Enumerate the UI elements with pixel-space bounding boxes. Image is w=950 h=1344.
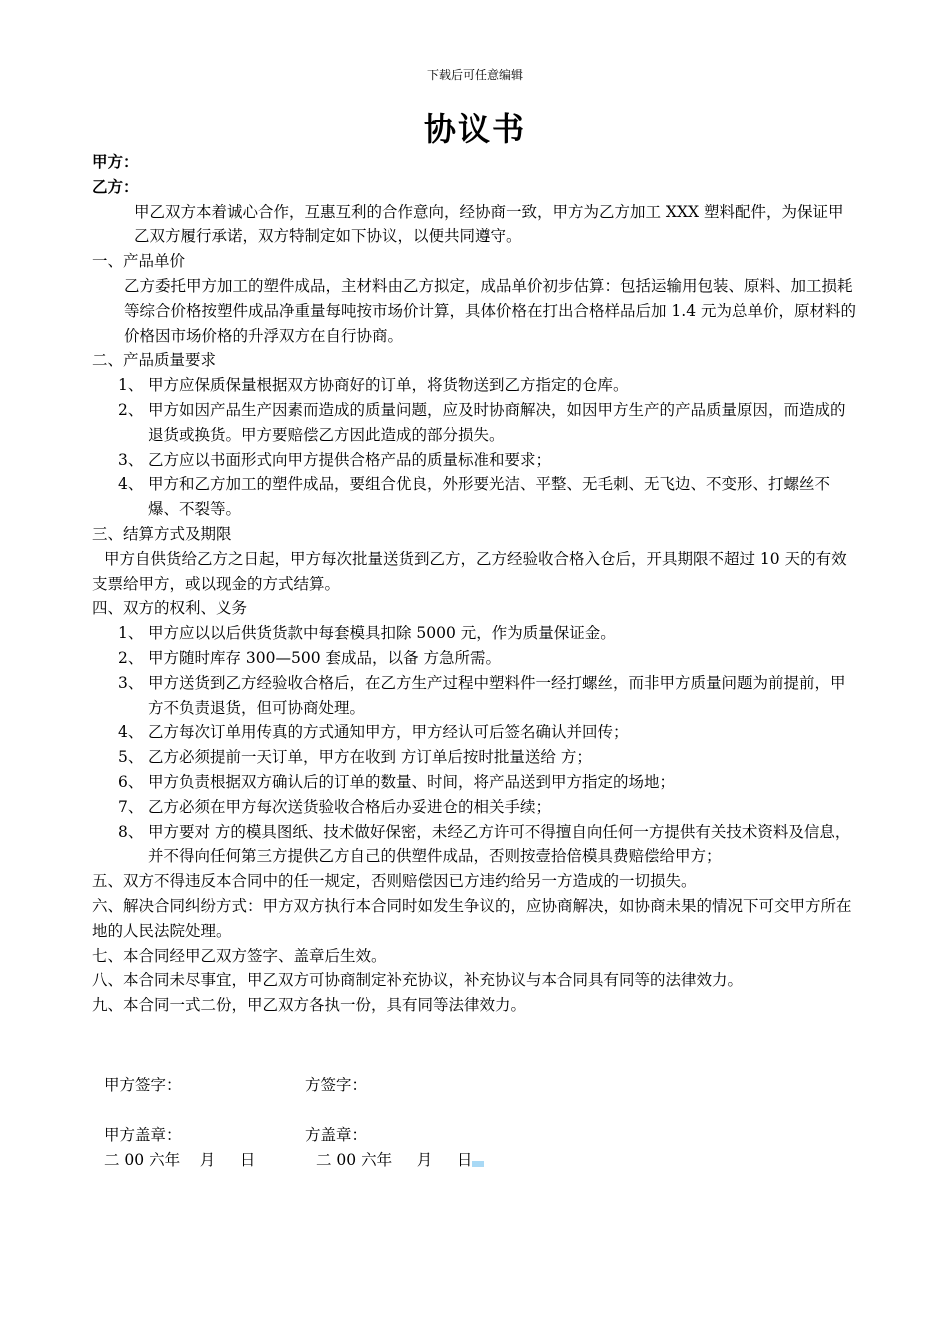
- section-2-heading: 二、产品质量要求: [92, 351, 217, 370]
- item-text: 乙方每次订单用传真的方式通知甲方，甲方经认可后签名确认并回传；: [148, 723, 629, 742]
- text-cursor-highlight: [472, 1161, 484, 1167]
- item-number: 8、: [118, 822, 144, 841]
- party-b-date-line: [316, 1148, 484, 1170]
- item-text: 乙方必须在甲方每次送货验收合格后办妥进仓的相关手续；: [148, 797, 552, 816]
- item-text: 甲方要对 方的模具图纸、技术做好保密，未经乙方许可不得擅自向任何一方提供有关技术资料及信息，并不得向任何第三方提供乙方自己的供塑件成品，否则按壹拾倍模具费赔偿给甲方；: [148, 822, 851, 866]
- section-5-text: 五、双方不得违反本合同中的任一规定，否则赔偿因已方违约给另一方造成的一切损失。: [92, 872, 697, 891]
- item-number: 7、: [118, 797, 144, 816]
- party-b-date: 二 00 六年 月 日: [316, 1151, 473, 1169]
- document-title: 协议书: [423, 110, 526, 148]
- party-a-label: 甲方：: [92, 152, 139, 171]
- item-text: 甲方送货到乙方经验收合格后，在乙方生产过程中塑料件一经打螺丝，而非甲方质量问题为前提前，甲方不负责退货，但可协商处理。: [148, 673, 846, 717]
- item-number: 4、: [118, 723, 144, 742]
- item-number: 1、: [118, 624, 144, 643]
- item-number: 6、: [118, 772, 144, 791]
- section-4-item: [92, 795, 857, 820]
- item-text: 甲方应以以后供货货款中每套模具扣除 5000 元，作为质量保证金。: [148, 624, 616, 643]
- section-3-heading: 三、结算方式及期限: [92, 524, 232, 543]
- item-text: 甲方随时库存 300—500 套成品，以备 方急所需。: [148, 648, 501, 667]
- section-4-item: [92, 646, 857, 671]
- section-4-item: [92, 820, 857, 870]
- section-2-item: [92, 448, 857, 473]
- party-b-seal-label: 方盖章：: [305, 1126, 368, 1144]
- item-number: 5、: [118, 748, 144, 767]
- section-2-item: [92, 373, 857, 398]
- party-a-date: 二 00 六年 月 日: [104, 1151, 256, 1169]
- section-2-item: [92, 472, 857, 522]
- section-8-text: 八、本合同未尽事宜，甲乙双方可协商制定补充协议，补充协议与本合同具有同等的法律效力。: [92, 971, 744, 990]
- document-body: [92, 150, 857, 1018]
- item-text: 乙方应以书面形式向甲方提供合格产品的质量标准和要求；: [148, 450, 552, 469]
- item-number: 3、: [118, 450, 144, 469]
- item-number: 1、: [118, 376, 144, 395]
- section-4-item: [92, 671, 857, 721]
- section-7-text: 七、本合同经甲乙双方签字、盖章后生效。: [92, 946, 387, 965]
- item-number: 2、: [118, 648, 144, 667]
- section-4-item: [92, 770, 857, 795]
- section-6-text: 六、解决合同纠纷方式：甲方双方执行本合同时如发生争议的，应协商解决，如协商未果的情况下可交甲方所在地的人民法院处理。: [92, 896, 852, 940]
- section-4-item: [92, 745, 857, 770]
- item-text: 甲方应保质保量根据双方协商好的订单，将货物送到乙方指定的仓库。: [148, 376, 629, 395]
- section-4-heading: 四、双方的权利、义务: [92, 599, 248, 618]
- item-text: 甲方负责根据双方确认后的订单的数量、时间，将产品送到甲方指定的场地；: [148, 772, 676, 791]
- party-a-seal-label: 甲方盖章：: [104, 1126, 182, 1144]
- intro-paragraph: 甲乙双方本着诚心合作，互惠互利的合作意向，经协商一致，甲方为乙方加工 XXX 塑料配件，为保证甲乙双方履行承诺，双方特制定如下协议，以便共同遵守。: [134, 202, 844, 246]
- party-a-signature-label: 甲方签字：: [104, 1076, 182, 1094]
- section-9-text: 九、本合同一式二份，甲乙双方各执一份，具有同等法律效力。: [92, 996, 527, 1015]
- section-1-heading: 一、产品单价: [92, 252, 186, 271]
- party-b-signature-label: 方签字：: [305, 1076, 368, 1094]
- party-b-label: 乙方：: [92, 176, 139, 196]
- section-3-text: 甲方自供货给乙方之日起，甲方每次批量送货到乙方，乙方经验收合格入仓后，开具期限不超过 10 天的有效支票给甲方，或以现金的方式结算。: [92, 549, 847, 593]
- item-number: 2、: [118, 400, 144, 419]
- section-2-item: [92, 398, 857, 448]
- item-text: 乙方必须提前一天订单，甲方在收到 方订单后按时批量送给 方；: [148, 748, 592, 767]
- item-text: 甲方和乙方加工的塑件成品，要组合优良，外形要光洁、平整、无毛刺、无飞边、不变形、打螺丝不爆、不裂等。: [148, 475, 831, 519]
- item-number: 3、: [118, 673, 144, 692]
- section-4-item: [92, 621, 857, 646]
- section-1-text: 乙方委托甲方加工的塑件成品，主材料由乙方拟定，成品单价初步估算：包括运输用包装、原料、加工损耗等综合价格按塑件成品净重量每吨按市场价计算，具体价格在打出合格样品后加 1.4 元为总单价，原材料的价格因市场价格的升浮双方在自行协商。: [124, 276, 857, 345]
- section-4-item: [92, 720, 857, 745]
- header-note: 下载后可任意编辑: [426, 68, 523, 82]
- item-number: 4、: [118, 475, 144, 494]
- item-text: 甲方如因产品生产因素而造成的质量问题，应及时协商解决，如因甲方生产的产品质量原因，而造成的退货或换货。甲方要赔偿乙方因此造成的部分损失。: [148, 400, 846, 444]
